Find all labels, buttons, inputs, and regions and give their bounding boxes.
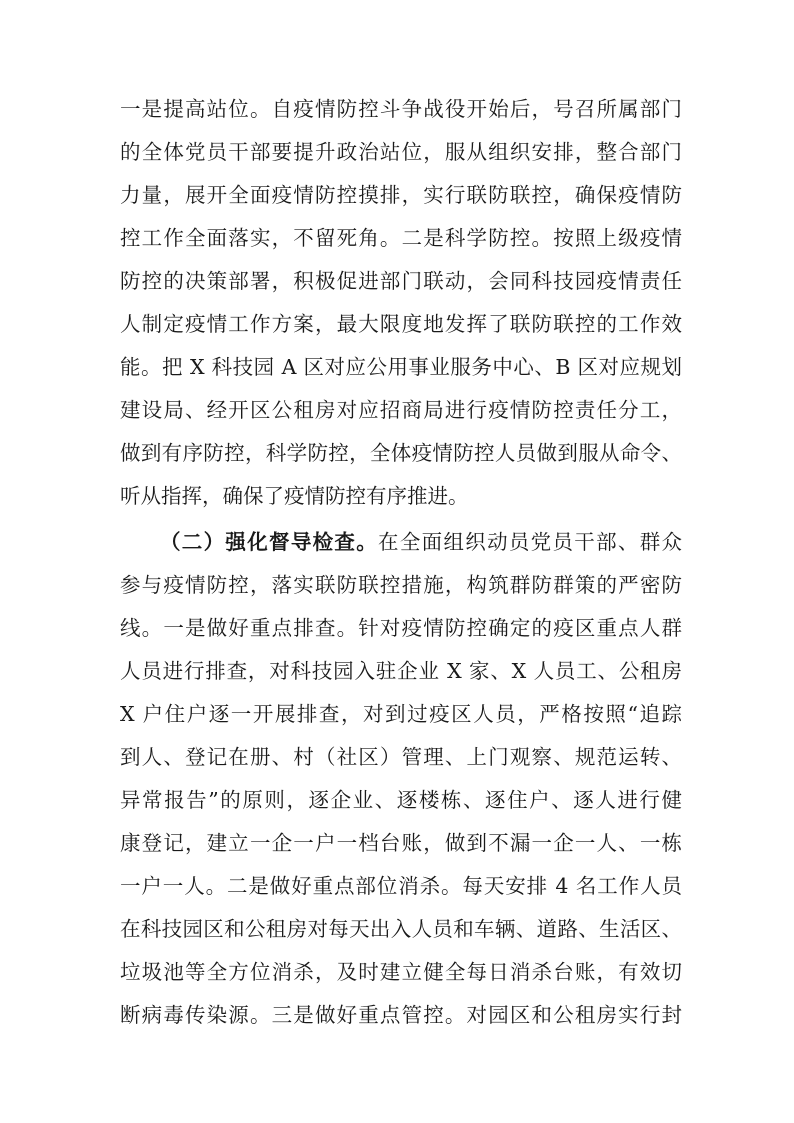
paragraph-line: 控工作全面落实，不留死角。二是科学防控。按照上级疫情 [120,226,682,250]
paragraph-line: 能。把 X 科技园 A 区对应公用事业服务中心、B 区对应规划 [120,355,682,379]
paragraph-line: 断病毒传染源。三是做好重点管控。对园区和公租房实行封 [120,1003,682,1027]
paragraph-line: 人制定疫情工作方案，最大限度地发挥了联防联控的工作效 [120,312,682,336]
paragraph-line: 异常报告”的原则，逐企业、逐楼栋、逐住户、逐人进行健 [120,788,682,812]
paragraph-line: X 户住户逐一开展排查，对到过疫区人员，严格按照“追踪 [120,702,682,726]
section-heading: （二）强化督导检查。 [160,530,379,554]
paragraph-line: 在科技园区和公租房对每天出入人员和车辆、道路、生活区、 [120,917,682,941]
paragraph-line: 康登记，建立一企一户一档台账，做到不漏一企一人、一栋 [120,831,682,855]
paragraph-line: 防控的决策部署，积极促进部门联动，会同科技园疫情责任 [120,269,682,293]
paragraph-line: 建设局、经开区公租房对应招商局进行疫情防控责任分工， [120,398,682,422]
paragraph-line: 的全体党员干部要提升政治站位，服从组织安排，整合部门 [120,140,682,164]
paragraph-line: 线。一是做好重点排查。针对疫情防控确定的疫区重点人群 [120,616,682,640]
paragraph-line: 一是提高站位。自疫情防控斗争战役开始后，号召所属部门 [120,97,682,121]
paragraph-line: 到人、登记在册、村（社区）管理、上门观察、规范运转、 [120,745,682,769]
paragraph-line: 垃圾池等全方位消杀，及时建立健全每日消杀台账，有效切 [120,960,682,984]
paragraph-line: 参与疫情防控，落实联防联控措施，构筑群防群策的严密防 [120,573,682,597]
paragraph-line: 一户一人。二是做好重点部位消杀。每天安排 4 名工作人员 [120,874,682,898]
paragraph-line: 听从指挥，确保了疫情防控有序推进。 [120,484,469,508]
section-heading-line: （二）强化督导检查。在全面组织动员党员干部、群众 [160,530,682,554]
paragraph-line: 人员进行排查，对科技园入驻企业 X 家、X 人员工、公租房 [120,659,682,683]
paragraph-line: 做到有序防控，科学防控，全体疫情防控人员做到服从命令、 [120,441,682,465]
paragraph-line: 力量，展开全面疫情防控摸排，实行联防联控，确保疫情防 [120,183,682,207]
